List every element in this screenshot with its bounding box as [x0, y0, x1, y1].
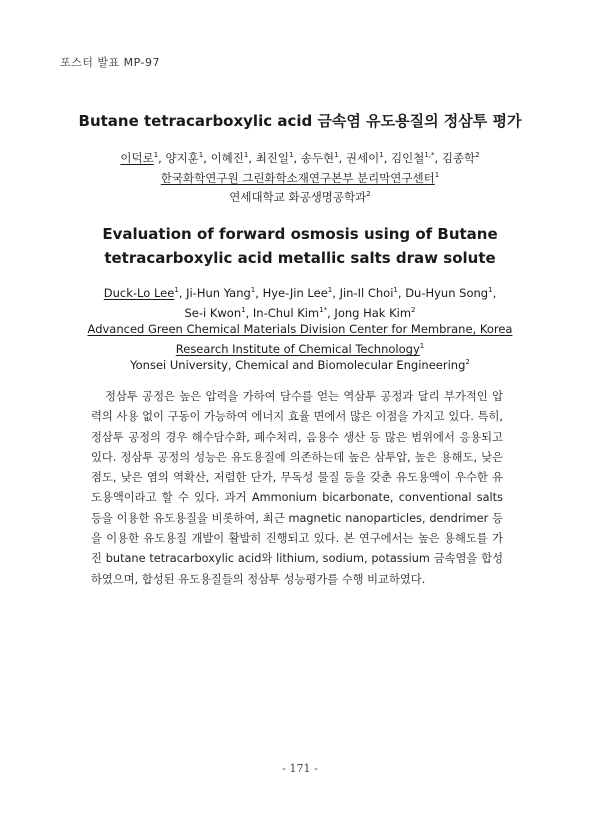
author-affiliation-marker: 1	[334, 151, 339, 160]
author-list-english-line-2	[0, 306, 600, 320]
author-affiliation-marker: 1	[250, 286, 256, 295]
affiliation-marker: 2	[465, 358, 470, 367]
author-separator: ,	[383, 151, 392, 165]
affiliation-korean-1	[0, 170, 600, 186]
affiliation-english-1-line-2	[0, 342, 600, 356]
author-separator: ,	[248, 151, 256, 165]
author-separator: ,	[203, 151, 211, 165]
affiliation-marker: 1	[434, 171, 440, 180]
author-affiliation-marker: 1	[198, 151, 204, 160]
title-line: tetracarboxylic acid metallic salts draw solute	[104, 249, 496, 267]
author-name: 김인철	[391, 151, 425, 165]
author-separator: ,	[327, 306, 335, 320]
author-name: Jong Hak Kim	[334, 306, 412, 320]
author-affiliation-marker: 1,*	[424, 151, 435, 160]
author-name: In-Chul Kim	[252, 306, 320, 320]
affiliation-marker: 1	[419, 342, 425, 351]
affiliation-english-1-line-1	[0, 322, 600, 336]
author-list-korean	[0, 150, 600, 166]
author-separator: ,	[338, 151, 346, 165]
author-name: 권세이	[345, 151, 380, 165]
author-list-english-line-1	[0, 286, 600, 300]
author-affiliation-marker: 1	[241, 306, 246, 315]
author-name: Jin-Il Choi	[339, 286, 394, 300]
author-name: 김종학	[441, 151, 476, 165]
affiliation-text: Yonsei University, Chemical and Biomolecular Engineering	[130, 358, 466, 372]
paper-title-korean: Butane tetracarboxylic acid 금속염 유도용질의 정삼투 평가	[78, 112, 522, 130]
author-affiliation-marker: 1*	[319, 306, 328, 315]
affiliation-marker: 2	[366, 190, 371, 199]
affiliation-text: 한국화학연구원 그린화학소재연구본부 분리막연구센터	[160, 171, 435, 185]
author-affiliation-marker: 2	[475, 151, 480, 160]
affiliation-text: 연세대학교 화공생명공학과	[229, 190, 367, 204]
title-line: Evaluation of forward osmosis using of Butane	[102, 225, 498, 243]
abstract	[91, 387, 503, 590]
author-separator: ,	[492, 286, 497, 300]
session-tag: 포스터 발표 MP-97	[60, 56, 160, 69]
author-name: 이혜진	[210, 151, 244, 165]
paper-title-english	[0, 222, 600, 270]
author-separator: ,	[332, 286, 340, 300]
author-affiliation-marker: 1	[393, 286, 398, 295]
author-name: Hye-Jin Lee	[262, 286, 328, 300]
author-name: Du-Hyun Song	[405, 286, 489, 300]
author-affiliation-marker: 1	[488, 286, 493, 295]
author-name: 양지훈	[165, 151, 199, 165]
author-affiliation-marker: 1	[327, 286, 333, 295]
author-separator: ,	[293, 151, 301, 165]
affiliation-english-2	[0, 358, 600, 372]
author-separator: ,	[255, 286, 263, 300]
author-separator: ,	[397, 286, 406, 300]
author-name: 이덕로	[120, 151, 154, 165]
author-separator: ,	[434, 151, 442, 165]
affiliation-korean-2	[0, 189, 600, 205]
author-separator: ,	[245, 306, 253, 320]
page-number: - 171 -	[282, 762, 318, 775]
author-separator: ,	[178, 286, 187, 300]
affiliation-text: Advanced Green Chemical Materials Division Center for Membrane, Korea	[87, 322, 513, 336]
author-name: 최진일	[255, 151, 290, 165]
author-separator: ,	[158, 151, 166, 165]
author-affiliation-marker: 1	[153, 151, 159, 160]
author-affiliation-marker: 1	[379, 151, 384, 160]
author-name: Se-i Kwon	[184, 306, 242, 320]
author-affiliation-marker: 1	[289, 151, 294, 160]
author-name: Ji-Hun Yang	[186, 286, 251, 300]
author-name: 송두현	[300, 151, 335, 165]
affiliation-text: Research Institute of Chemical Technology	[175, 342, 420, 356]
author-name: Duck-Lo Lee	[103, 286, 175, 300]
author-affiliation-marker: 1	[243, 151, 249, 160]
abstract-paragraph: 정삼투 공정은 높은 압력을 가하여 담수를 얻는 역삼투 공정과 달리 부가적인 압력의 사용 없이 구동이 가능하여 에너지 효율 면에서 많은 이점을 가지고 있다. 특히, 정삼투 공정의 경우 해수담수화, 폐수처리, 음용수 생산 등 많은 범위에서 응용되고 있다. 정삼투 공정의 성능은 유도용질에 의존하는데 높은 삼투압, 높은 용해도, 낮은 점도, 낮은 염의 역확산, 저렴한 단가, 무독성 물질 등을 갖춘 유도용액이 우수한 유도용액이라고 할 수 있다. 과거 Ammonium bicarbonate, conventional salts 등을 이용한 유도용질을 비롯하여, 최근 magnetic nanoparticles, dendrimer 등을 이용한 유도용질 개발이 활발히 진행되고 있다. 본 연구에서는 높은 용해도를 가진 butane tetracarboxylic acid와 lithium, sodium, potassium 금속염을 합성하였으며, 합성된 유도용질들의 정삼투 성능평가를 수행 비교하였다.	[91, 390, 503, 586]
author-affiliation-marker: 1	[174, 286, 179, 295]
author-affiliation-marker: 2	[411, 306, 416, 315]
